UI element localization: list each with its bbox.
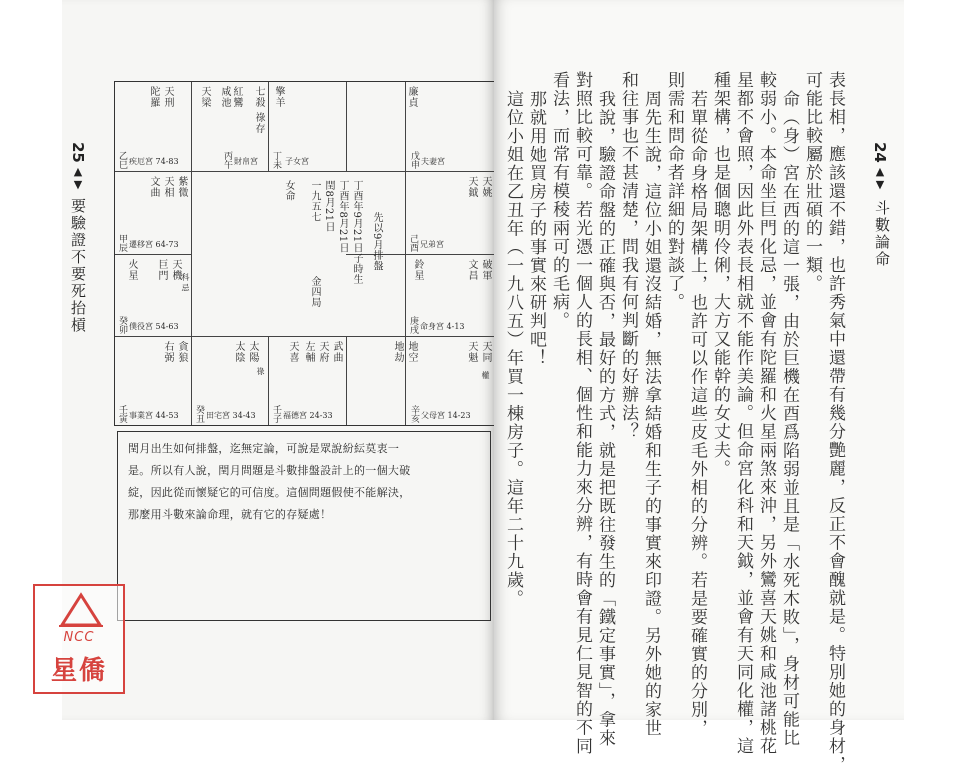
cell-palace: 疾厄宮 74-83: [129, 157, 179, 166]
text-column: 較弱小。本命坐巨門化忌，並會有陀羅和火星兩煞來沖，另外鸞喜天姚和咸池諸桃花: [756, 71, 776, 756]
cell-palace: 父母宮 14-23: [421, 411, 471, 420]
text-column: 看法，而常有模稜兩可的毛病。: [549, 71, 569, 330]
note-line: 綻，因此從而懷疑它的可信度。這個問題假使不能解決，: [128, 486, 411, 499]
cell-star: 地空: [406, 341, 417, 363]
palace-cell-shi: [115, 337, 191, 425]
cell-palace: 僕役宮 54-63: [129, 322, 179, 331]
cell-star: 廉貞: [406, 86, 417, 108]
right-page-number: [872, 142, 888, 193]
cell-stem: 甲辰: [117, 234, 127, 252]
right-page-number-text: 24: [871, 142, 889, 163]
cell-star: 擎羊: [273, 86, 284, 108]
text-column: 表長相，應該還不錯，也許秀氣中還帶有幾分艷麗，反正不會醜就是。特別她的身材，: [825, 71, 845, 774]
cell-stem: 戊申: [409, 151, 419, 169]
cell-star: 武曲: [331, 341, 342, 363]
cell-stem: 庚戌: [408, 316, 418, 334]
cell-palace: 事業宮 44-53: [129, 411, 179, 420]
cell-transform-marks: 祿: [256, 367, 265, 375]
palace-cell-pu: [115, 255, 191, 336]
palace-cell-fumu: [347, 337, 495, 425]
cell-transform-marks: 權: [481, 371, 490, 379]
palace-cell-qian: [115, 172, 191, 254]
cell-palace: 財帛宮: [234, 157, 258, 166]
right-chapter-title: 斗數論命: [873, 200, 891, 268]
note-line: 那麼用斗數來論命理，就有它的存疑處！: [128, 508, 332, 521]
left-page-arrows-icon: ▲▼: [71, 164, 85, 191]
cell-star: 陀羅: [148, 86, 159, 108]
right-page: [494, 0, 904, 774]
cell-palace: 子女宮: [285, 157, 309, 166]
palace-cell-cai: [192, 82, 268, 171]
text-column: 若單從命身格局架構上，也許可以作這些皮毛外相的分辨。若是要確實的分別，: [687, 90, 707, 738]
left-chapter-title: 要驗證不要死抬槓: [69, 198, 87, 334]
cell-star: 天府: [317, 341, 328, 363]
chart-center-info: [192, 172, 405, 336]
center-gender: 女命: [283, 180, 294, 201]
cell-star: 天梁: [199, 86, 210, 108]
cell-star: 文曲: [148, 176, 159, 198]
right-page-arrows-icon: ▲▼: [873, 164, 887, 191]
cell-star: 貪狼: [176, 341, 187, 363]
ncc-watermark-logo: [33, 584, 125, 694]
cell-star: 天喜: [287, 341, 298, 363]
cell-star: 巨門: [156, 259, 167, 281]
cell-star: 鈴星: [412, 259, 423, 281]
cell-palace: 福德宮 24-33: [283, 411, 333, 420]
palace-cell-fu: [347, 82, 495, 171]
cell-star: 紫微: [176, 176, 187, 198]
note-line: 閏月出生如何排盤，迄無定論，可說是眾說紛紜莫衷一: [128, 442, 400, 455]
cell-stem: 丙午: [222, 151, 232, 169]
cell-stem: 辛亥: [409, 405, 419, 423]
cell-star: 文昌: [466, 259, 477, 281]
cell-star: 地劫: [392, 341, 403, 363]
triangle-logo-icon: [59, 592, 103, 628]
text-column: 對照比較可靠。若光憑一個人的長相、個性和能力來分辨，有時會有見仁見智的不同: [572, 71, 592, 756]
left-page: [62, 0, 494, 720]
cell-palace: 田宅宮 34-43: [206, 411, 256, 420]
watermark-brand: 星僑: [50, 656, 107, 686]
palace-cell-jie: [115, 82, 191, 171]
text-column: 那就用她買房子的事實來研判吧！: [526, 90, 546, 368]
palace-cell-xiong: [406, 172, 495, 254]
text-column: 我說，驗證命盤的正確與否，最好的方式，就是把既往發生的「鐵定事實」，拿來: [595, 90, 615, 748]
cell-extra-stars: 七殺 祿存: [253, 86, 264, 135]
cell-stem: 壬子: [271, 405, 281, 423]
left-page-number-text: 25: [69, 142, 87, 163]
cell-star: 破軍: [480, 259, 491, 281]
cell-star: 天同: [480, 341, 491, 363]
note-box: [117, 431, 491, 621]
text-column: 則需和問命者詳細的對談了。: [664, 71, 684, 312]
palace-cell-zi: [269, 82, 346, 171]
palace-cell-fude: [269, 337, 346, 425]
cell-star: 天相: [162, 176, 173, 198]
center-birth-time: 丁酉年9月21日子時生: [351, 180, 362, 285]
watermark-ncc: NCC: [63, 630, 95, 645]
cell-palace: 夫妻宮: [421, 157, 445, 166]
cell-palace: 兄弟宮: [420, 240, 444, 249]
cell-stem: 癸卯: [117, 316, 127, 334]
cell-star: 太陽: [247, 341, 258, 363]
center-birth-year: 一九五七: [309, 180, 320, 222]
cell-stem: 壬寅: [117, 405, 127, 423]
cell-star: 左輔: [303, 341, 314, 363]
cell-star: 咸池: [219, 86, 230, 108]
left-page-number: [70, 142, 86, 193]
center-bureau: 金四局: [309, 276, 320, 308]
cell-star: 火星: [126, 259, 137, 281]
cell-star: 天刑: [162, 86, 173, 108]
text-column: 星都不會照，因此外表長相就不能作美論。但命宮化科和天鉞，並會有天同化權，這: [733, 71, 753, 756]
note-line: 是。所以有人說，閏月問題是斗數排盤設計上的一個大破: [128, 464, 411, 477]
cell-stem: 己酉: [408, 234, 418, 252]
cell-star: 太陰: [233, 341, 244, 363]
cell-stem: 乙巳: [117, 151, 127, 169]
text-column: 種架構，也是個聰明伶俐，大方又能幹的女丈夫。: [710, 71, 730, 478]
cell-transform-marks: 科 忌: [181, 273, 190, 292]
text-column: 周先生說，這位小姐還沒結婚，無法拿結婚和生子的事實來印證。另外她的家世: [641, 90, 661, 738]
text-column: 命（身）宮在西的這一張，由於巨機在酉爲陷弱並且是「水死木敗」，身材可能比: [779, 90, 799, 748]
palace-cell-tian: [192, 337, 268, 425]
text-column: 和往事也不甚清楚，問我有何判斷的好辦法？: [618, 71, 638, 441]
center-leap-month: 閏8月21日: [323, 180, 334, 233]
text-column: 可能比較屬於壯碩的一類。: [802, 71, 822, 293]
text-column: 這位小姐在乙丑年（一九八五）年買一棟房子。這年二十九歲。: [503, 90, 523, 608]
cell-star: 天鉞: [466, 176, 477, 198]
cell-star: 右弼: [162, 341, 173, 363]
cell-star: 天魁: [466, 341, 477, 363]
palace-cell-ming: [406, 255, 495, 336]
center-note: 先以9月排盤: [371, 212, 382, 272]
cell-palace: 命身宮 4-13: [420, 322, 465, 331]
ziwei-chart: [114, 81, 496, 426]
center-lunar-date: 丁酉年8月21日: [337, 180, 348, 254]
cell-star: 天機: [170, 259, 181, 281]
cell-star: 紅鸞: [231, 86, 242, 108]
cell-stem: 癸丑: [194, 405, 204, 423]
cell-palace: 遷移宮 64-73: [129, 240, 179, 249]
cell-star: 天姚: [480, 176, 491, 198]
cell-stem: 丁未: [271, 151, 281, 169]
